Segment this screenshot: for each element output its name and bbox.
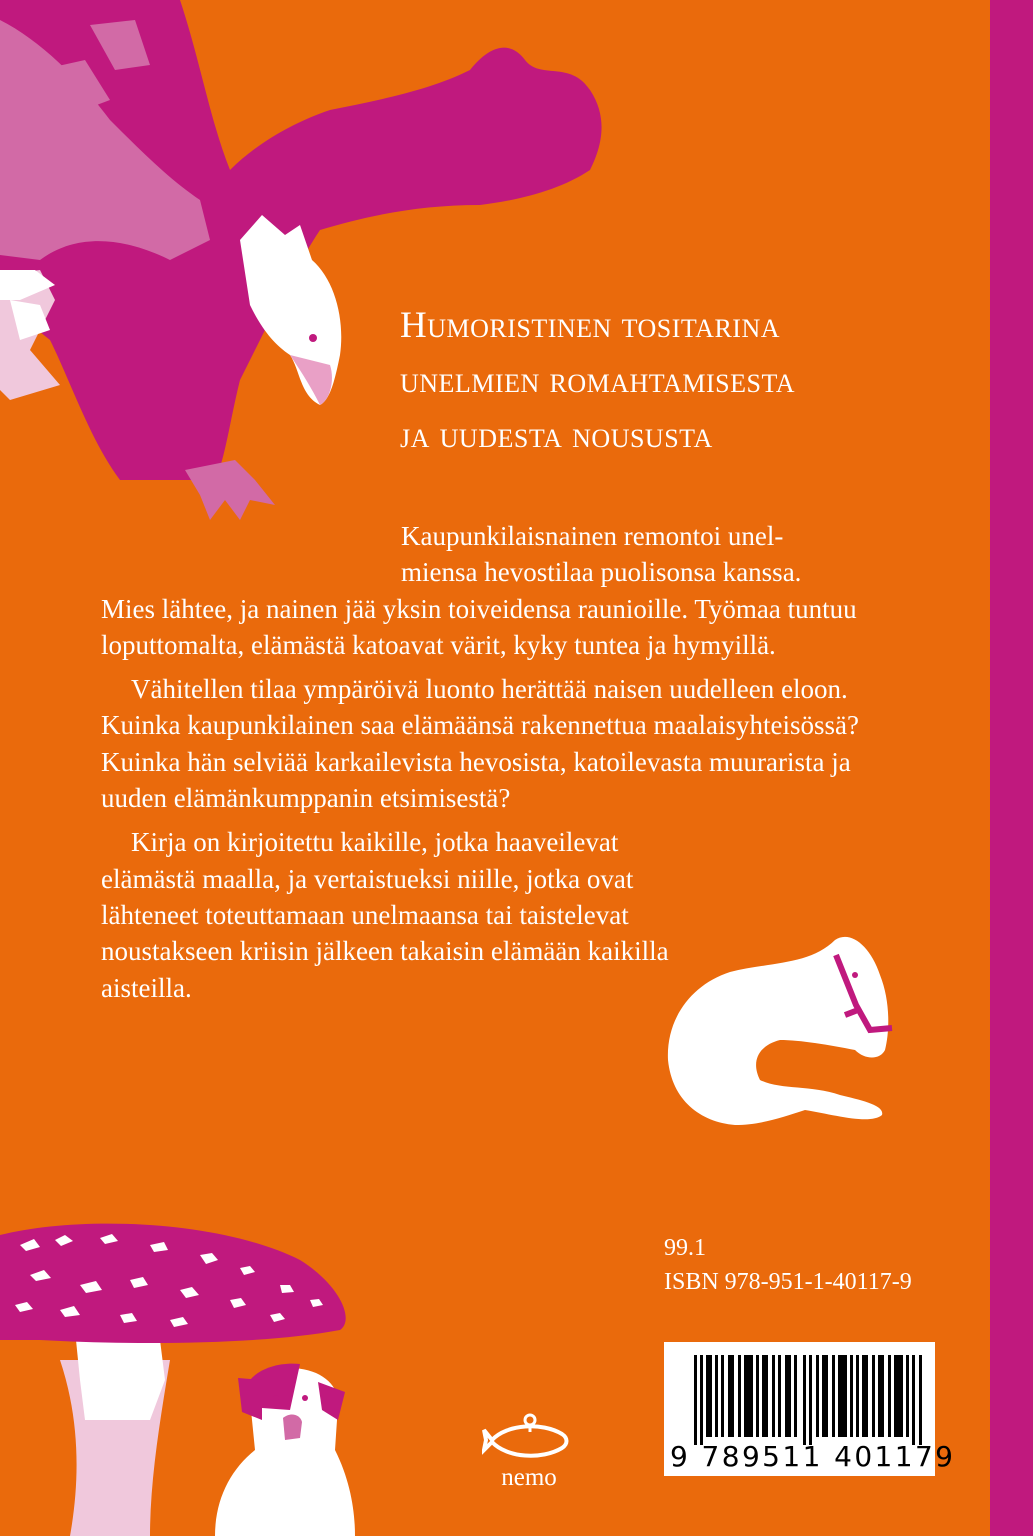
fish-icon [482, 1412, 576, 1464]
publisher-logo [482, 1412, 576, 1491]
barcode [664, 1342, 956, 1476]
blurb-paragraph-1 [101, 518, 861, 663]
tagline-line-3: ja uudesta noususta [400, 415, 713, 456]
blurb-paragraph-3: Kirja on kirjoitettu kaikille, jotka haaveilevat elämästä maalla, ja vertaistueksi niille, jotka ovat lähteneet toteuttamaan unelmaansa tai taistelevat noustakseen kriisin jälkeen takaisin elämään kaikilla aisteilla. [101, 827, 669, 1003]
barcode-digits: 9 789511 401179 [670, 1440, 956, 1473]
blurb-paragraph-2: Vähitellen tilaa ympäröivä luonto herättää naisen uudelleen eloon. Kuinka kaupunkilainen saa elämäänsä rakennettua maalaisyhteisössä? Kuinka hän selviää karkailevista hevosista, katoilevasta muurarista ja uuden elämänkumppanin etsimisestä? [101, 674, 859, 814]
book-metadata [664, 1231, 912, 1299]
barcode-bars [694, 1355, 926, 1445]
dog-illustration [215, 1364, 355, 1536]
tagline-line-2: unelmien romahtamisesta [400, 360, 796, 401]
classification-code: 99.1 [664, 1235, 706, 1261]
blurb [101, 518, 861, 1014]
tagline [400, 298, 960, 463]
publisher-name: nemo [501, 1464, 557, 1491]
tagline-line-1: Humoristinen tositarina [400, 305, 781, 346]
isbn: ISBN 978-951-1-40117-9 [664, 1269, 912, 1295]
blurb-p1-rest: Mies lähtee, ja nainen jää yksin toiveidensa raunioille. Työmaa tuntuu loputtomalta, elämästä katoavat värit, kyky tuntea ja hymyillä. [101, 593, 857, 660]
blurb-p1-line-1: Kaupunkilaisnainen remontoi unel- [401, 521, 784, 551]
blurb-p1-line-2: miensa hevostilaa puolisonsa kanssa. [401, 557, 802, 588]
